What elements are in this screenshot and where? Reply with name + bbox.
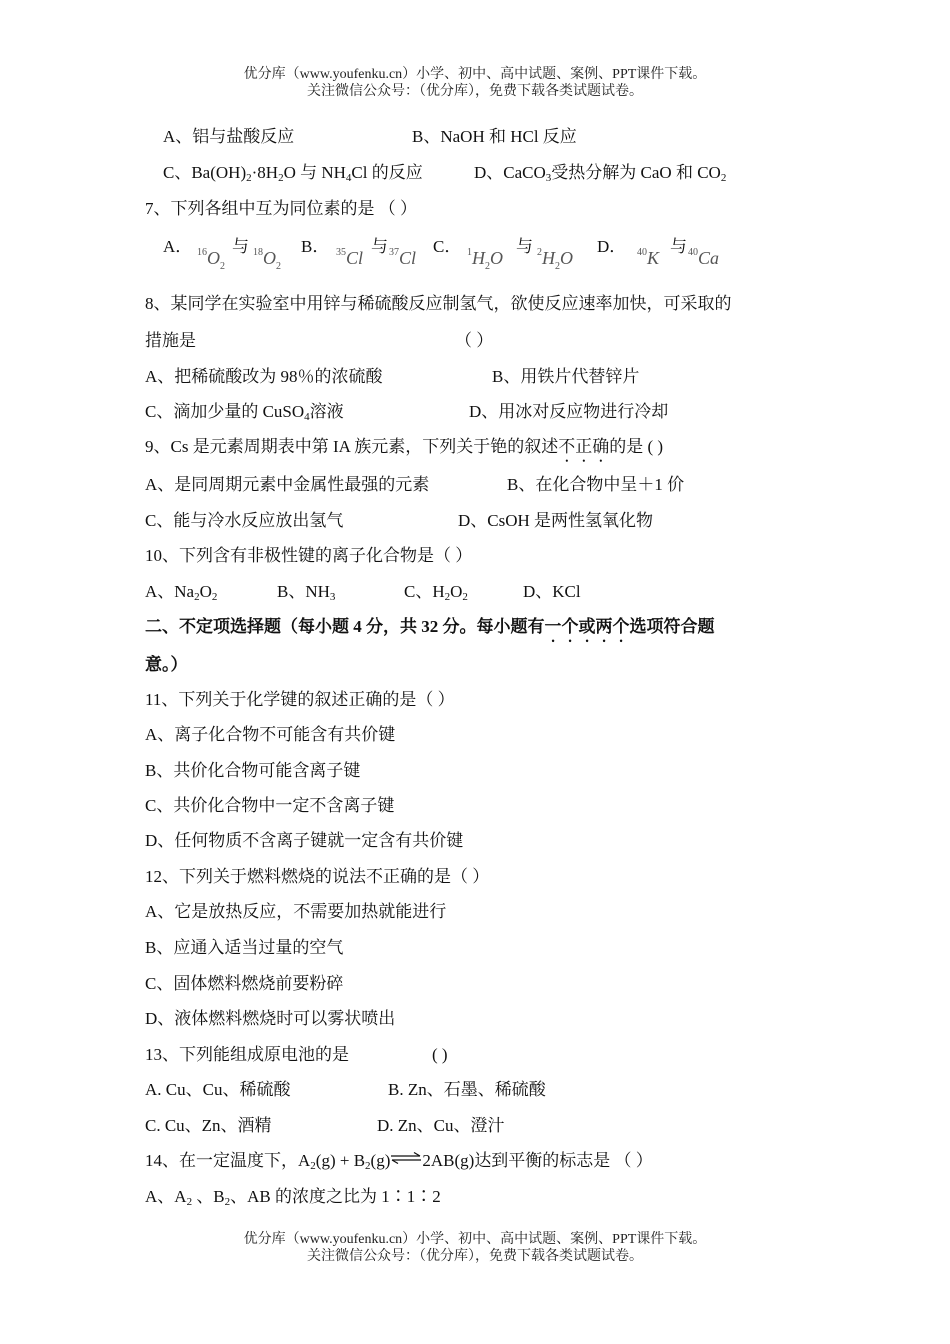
q12-option-b: B、应通入适当过量的空气 [145, 938, 344, 957]
q12-option-a: A、它是放热反应，不需要加热就能进行 [145, 902, 447, 921]
q7-c-molecule-1: $^1H_2O$ [467, 247, 503, 272]
q8-option-b: B、用铁片代替锌片 [492, 367, 640, 386]
header-line-2: 关注微信公众号：（优分库），免费下载各类试题试卷。 [307, 84, 643, 99]
footer-line-2: 关注微信公众号：（优分库），免费下载各类试题试卷。 [307, 1249, 643, 1264]
q7-b-isotope-1: $^{35}$Cl [336, 247, 364, 268]
q10-option-a: A、$Na_2O_2$ [145, 582, 218, 603]
q7-label-d: D． [597, 237, 627, 256]
q7-c-molecule-2: $^2H_2O$ [537, 247, 573, 272]
q14-option-a: A、$A_2$ 、$B_2$、AB 的浓度之比为 1∶1∶2 [145, 1187, 441, 1208]
q13-stem: 13、下列能组成原电池的是 [145, 1045, 349, 1064]
q8-option-c: C、滴加少量的 CuSO$_4$溶液 [145, 402, 344, 423]
q7-d-isotope-2: $^{40}$Ca [688, 247, 720, 268]
q9-option-a: A、是同周期元素中金属性最强的元素 [145, 475, 430, 494]
q11-option-c: C、共价化合物中一定不含离子键 [145, 796, 395, 815]
q10-stem: 10、下列含有非极性键的离子化合物是（ ） [145, 546, 473, 565]
q7-label-c: C． [433, 237, 462, 256]
q13-option-d: D. Zn、Cu、澄汁 [377, 1116, 505, 1135]
q7-label-b: B． [301, 237, 330, 256]
q7-b-isotope-2: $^{37}$Cl [389, 247, 417, 268]
q11-option-d: D、任何物质不含离子键就一定含有共价键 [145, 831, 464, 850]
q10-option-d: D、KCl [523, 582, 581, 601]
q6-option-d: D、CaCO$_3$受热分解为 CaO 和 $CO_2$ [474, 163, 727, 184]
q11-option-b: B、共价化合物可能含离子键 [145, 761, 361, 780]
q8-answer-paren: （ ） [455, 331, 494, 350]
q7-conj-a: 与 [232, 237, 249, 256]
q7-d-isotope-1: $^{40}$K [637, 247, 660, 268]
q12-option-d: D、液体燃料燃烧时可以雾状喷出 [145, 1009, 396, 1028]
q12-option-c: C、固体燃料燃烧前要粉碎 [145, 974, 344, 993]
q9-option-d: D、CsOH 是两性氢氧化物 [458, 511, 654, 530]
q7-stem: 7、下列各组中互为同位素的是 （ ） [145, 199, 417, 218]
q7-options [0, 236, 950, 270]
q9-option-b: B、在化合物中呈＋1 价 [507, 475, 685, 494]
q11-stem: 11、下列关于化学键的叙述正确的是（ ） [145, 690, 455, 709]
section-2-title-cont: 意。） [145, 655, 188, 674]
q7-label-a: A． [163, 237, 193, 256]
q7-conj-b: 与 [371, 237, 388, 256]
q8-option-d: D、用冰对反应物进行冷却 [469, 402, 669, 421]
q7-conj-c: 与 [516, 237, 533, 256]
q6-option-a: A、铝与盐酸反应 [163, 127, 295, 146]
footer-line-1: 优分库（www.youfenku.cn）小学、初中、高中试题、案例、PPT课件下载。 [243, 1232, 707, 1247]
q11-option-a: A、离子化合物不可能含有共价键 [145, 725, 396, 744]
q8-option-a: A、把稀硫酸改为 98％的浓硫酸 [145, 367, 383, 386]
q14-stem: 14、在一定温度下，$A_2(g) + B_2(g)$ 2AB(g)达到平衡的标志是 （ ） [145, 1151, 653, 1172]
q7-a-isotope-2: $^{18}O_2$ [253, 247, 281, 272]
q8-stem-line-1: 8、某同学在实验室中用锌与稀硫酸反应制氢气，欲使反应速率加快，可采取的 [145, 294, 732, 313]
q10-option-b: B、$NH_3$ [277, 582, 336, 603]
q9-stem: 9、Cs 是元素周期表中第 IA 族元素，下列关于铯的叙述不正确的是 ( ) [145, 437, 664, 456]
q13-option-b: B. Zn、石墨、稀硫酸 [388, 1080, 546, 1099]
q13-option-a: A. Cu、Cu、稀硫酸 [145, 1080, 291, 1099]
q10-option-c: C、$H_2O_2$ [404, 582, 468, 603]
equilibrium-arrow-icon [390, 1152, 422, 1164]
q8-stem-tail: 措施是 [145, 331, 196, 350]
q6-option-c: C、$Ba(OH)_2\cdot 8H_2O$ 与 $NH_4Cl$ 的反应 [163, 163, 423, 184]
q13-option-c: C. Cu、Zn、酒精 [145, 1116, 272, 1135]
q6-option-b: B、NaOH 和 HCl 反应 [412, 127, 577, 146]
page-footer [0, 1231, 950, 1265]
header-line-1: 优分库（www.youfenku.cn）小学、初中、高中试题、案例、PPT课件下载。 [243, 67, 707, 82]
q13-answer-paren: ( ) [432, 1045, 448, 1064]
section-2-title: 二、不定项选择题（每小题 4 分，共 32 分。每小题有一个或两个选项符合题 [145, 617, 715, 636]
q7-conj-d: 与 [670, 237, 687, 256]
q9-option-c: C、能与冷水反应放出氢气 [145, 511, 344, 530]
q12-stem: 12、下列关于燃料燃烧的说法不正确的是（ ） [145, 867, 490, 886]
q7-a-isotope-1: $^{16}O_2$ [197, 247, 225, 272]
page-header [0, 66, 950, 100]
